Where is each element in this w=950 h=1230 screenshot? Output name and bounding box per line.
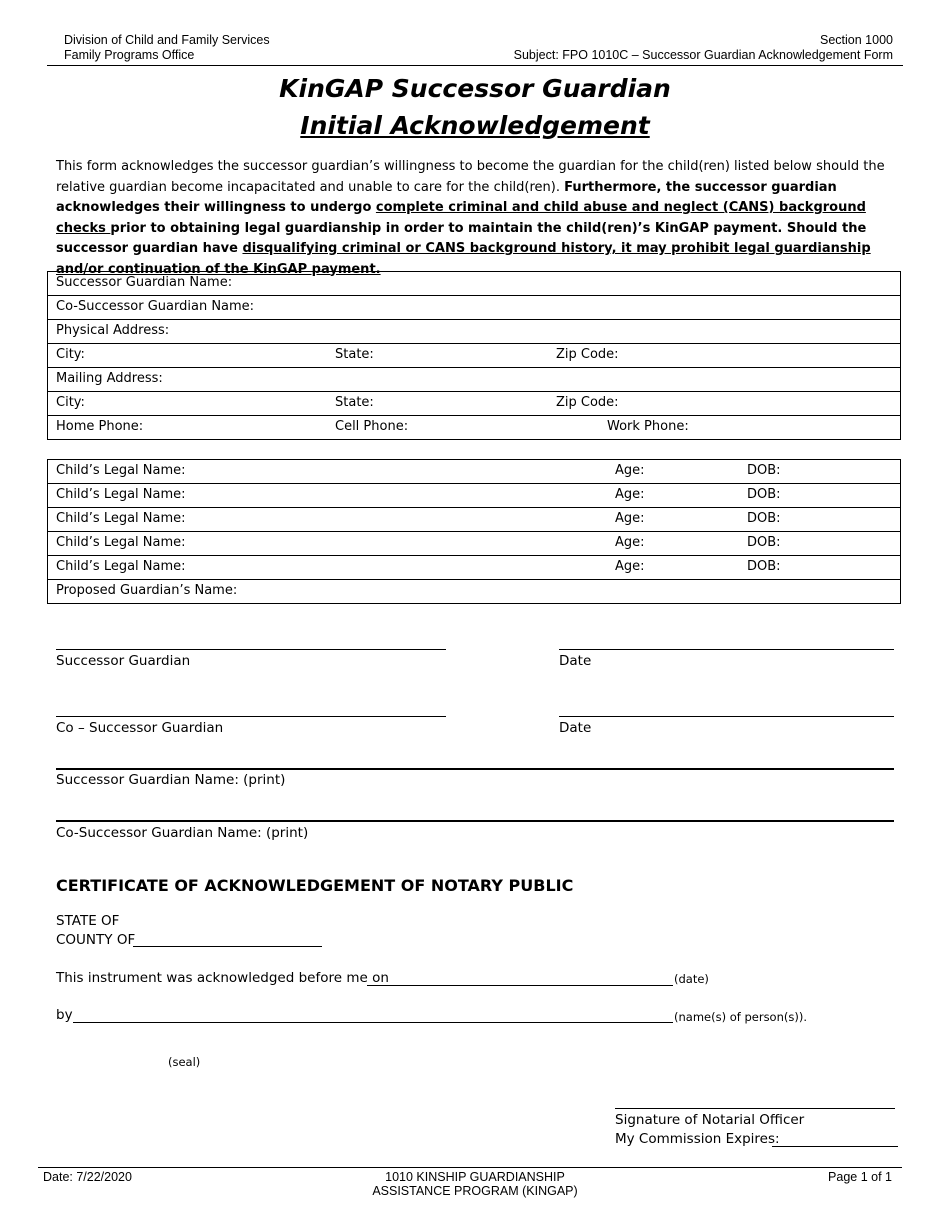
proposed-guardian-field[interactable]	[48, 580, 901, 604]
intro-text-5: disqualifying criminal or CANS background history, it may prohibit legal guardianship and/or continuation of the KinGAP payment.	[56, 241, 871, 277]
guardian-info-table	[47, 271, 901, 440]
county-of-label: COUNTY OF	[56, 932, 136, 948]
seal-label: (seal)	[168, 1055, 201, 1069]
successor-date-label: Date	[559, 653, 592, 669]
mailing-address-field[interactable]	[48, 368, 901, 392]
dob-label: DOB:	[747, 463, 781, 478]
table-row	[48, 580, 901, 604]
age-label: Age:	[615, 559, 645, 574]
physical-address-label: Physical Address:	[56, 323, 170, 338]
city-label: City:	[56, 347, 85, 362]
co-successor-print-line[interactable]	[56, 820, 894, 822]
successor-name-label: Successor Guardian Name:	[56, 275, 233, 290]
division-name: Division of Child and Family Services	[64, 33, 270, 47]
table-row	[48, 460, 901, 484]
zip-label: Zip Code:	[556, 395, 619, 410]
home-phone-label: Home Phone:	[56, 419, 144, 434]
section-number: Section 1000	[820, 33, 893, 47]
co-successor-signature-line[interactable]	[56, 716, 446, 717]
office-name: Family Programs Office	[64, 48, 195, 62]
successor-print-label: Successor Guardian Name: (print)	[56, 772, 286, 788]
form-subject: Subject: FPO 1010C – Successor Guardian Acknowledgement Form	[513, 48, 893, 62]
notary-heading: CERTIFICATE OF ACKNOWLEDGEMENT OF NOTARY PUBLIC	[56, 876, 574, 895]
footer-program-line1: 1010 KINSHIP GUARDIANSHIP	[385, 1170, 565, 1184]
table-row	[48, 320, 901, 344]
state-label: State:	[335, 347, 374, 362]
successor-signature-label: Successor Guardian	[56, 653, 191, 669]
child-name-label: Child’s Legal Name:	[56, 559, 186, 574]
mailing-city-state-zip-field[interactable]	[48, 392, 901, 416]
physical-city-state-zip-field[interactable]	[48, 344, 901, 368]
header-rule	[47, 65, 903, 66]
footer-page-number: Page 1 of 1	[828, 1170, 892, 1184]
intro-paragraph	[56, 157, 896, 280]
co-successor-signature-label: Co – Successor Guardian	[56, 720, 224, 736]
table-row	[48, 368, 901, 392]
notary-signature-label: Signature of Notarial Officer	[615, 1112, 805, 1128]
mailing-address-label: Mailing Address:	[56, 371, 163, 386]
table-row	[48, 484, 901, 508]
dob-label: DOB:	[747, 511, 781, 526]
child-row-4[interactable]	[48, 532, 901, 556]
persons-name-line[interactable]	[73, 1022, 673, 1023]
date-hint: (date)	[674, 972, 709, 986]
footer-program-line2: ASSISTANCE PROGRAM (KINGAP)	[372, 1184, 578, 1198]
child-name-label: Child’s Legal Name:	[56, 511, 186, 526]
state-of-label: STATE OF	[56, 913, 120, 929]
table-row	[48, 532, 901, 556]
intro-text-3: complete criminal and child abuse and neglect (CANS) background checks	[56, 200, 866, 236]
table-row	[48, 508, 901, 532]
table-row	[48, 416, 901, 440]
names-hint: (name(s) of person(s)).	[674, 1010, 807, 1024]
table-row	[48, 296, 901, 320]
notary-signature-line[interactable]	[615, 1108, 895, 1109]
successor-signature-line[interactable]	[56, 649, 446, 650]
child-row-2[interactable]	[48, 484, 901, 508]
footer-rule	[38, 1167, 902, 1168]
child-info-table	[47, 459, 901, 604]
co-successor-name-label: Co-Successor Guardian Name:	[56, 299, 255, 314]
city-label: City:	[56, 395, 85, 410]
header-left	[64, 33, 270, 63]
table-row	[48, 556, 901, 580]
dob-label: DOB:	[747, 487, 781, 502]
form-subtitle: Initial Acknowledgement	[300, 111, 650, 140]
age-label: Age:	[615, 487, 645, 502]
co-successor-print-label: Co-Successor Guardian Name: (print)	[56, 825, 309, 841]
table-row	[48, 272, 901, 296]
successor-print-line[interactable]	[56, 768, 894, 770]
child-row-3[interactable]	[48, 508, 901, 532]
footer-date: Date: 7/22/2020	[43, 1170, 132, 1184]
age-label: Age:	[615, 511, 645, 526]
header-right	[514, 33, 893, 63]
phones-field[interactable]	[48, 416, 901, 440]
co-successor-date-label: Date	[559, 720, 592, 736]
proposed-guardian-label: Proposed Guardian’s Name:	[56, 583, 238, 598]
intro-text-2: Furthermore, the successor guardian acknowledges their willingness to undergo	[56, 179, 837, 215]
commission-label: My Commission Expires:	[615, 1131, 780, 1147]
state-label: State:	[335, 395, 374, 410]
table-row	[48, 344, 901, 368]
co-successor-name-field[interactable]	[48, 296, 901, 320]
zip-label: Zip Code:	[556, 347, 619, 362]
cell-phone-label: Cell Phone:	[335, 419, 409, 434]
form-title: KinGAP Successor Guardian	[279, 74, 671, 103]
table-row	[48, 392, 901, 416]
county-line[interactable]	[133, 946, 322, 947]
child-row-1[interactable]	[48, 460, 901, 484]
co-successor-date-line[interactable]	[559, 716, 894, 717]
work-phone-label: Work Phone:	[607, 419, 689, 434]
commission-line[interactable]	[772, 1146, 898, 1147]
intro-text-1: This form acknowledges the successor guardian’s willingness to become the guardian for the child(ren) listed below should the relative guardian become incapacitated and unable to care for the child(ren).	[56, 159, 885, 195]
intro-text-4: prior to obtaining legal guardianship in order to maintain the child(ren)’s KinGAP payment. Should the successor guardian have	[56, 220, 867, 256]
child-name-label: Child’s Legal Name:	[56, 463, 186, 478]
instrument-label: This instrument was acknowledged before me on	[56, 970, 389, 986]
acknowledged-date-line[interactable]	[367, 985, 673, 986]
age-label: Age:	[615, 463, 645, 478]
child-row-5[interactable]	[48, 556, 901, 580]
age-label: Age:	[615, 535, 645, 550]
successor-date-line[interactable]	[559, 649, 894, 650]
dob-label: DOB:	[747, 535, 781, 550]
physical-address-field[interactable]	[48, 320, 901, 344]
child-name-label: Child’s Legal Name:	[56, 487, 186, 502]
successor-name-field[interactable]	[48, 272, 901, 296]
by-label: by	[56, 1007, 73, 1023]
dob-label: DOB:	[747, 559, 781, 574]
footer-program	[0, 1170, 950, 1198]
child-name-label: Child’s Legal Name:	[56, 535, 186, 550]
